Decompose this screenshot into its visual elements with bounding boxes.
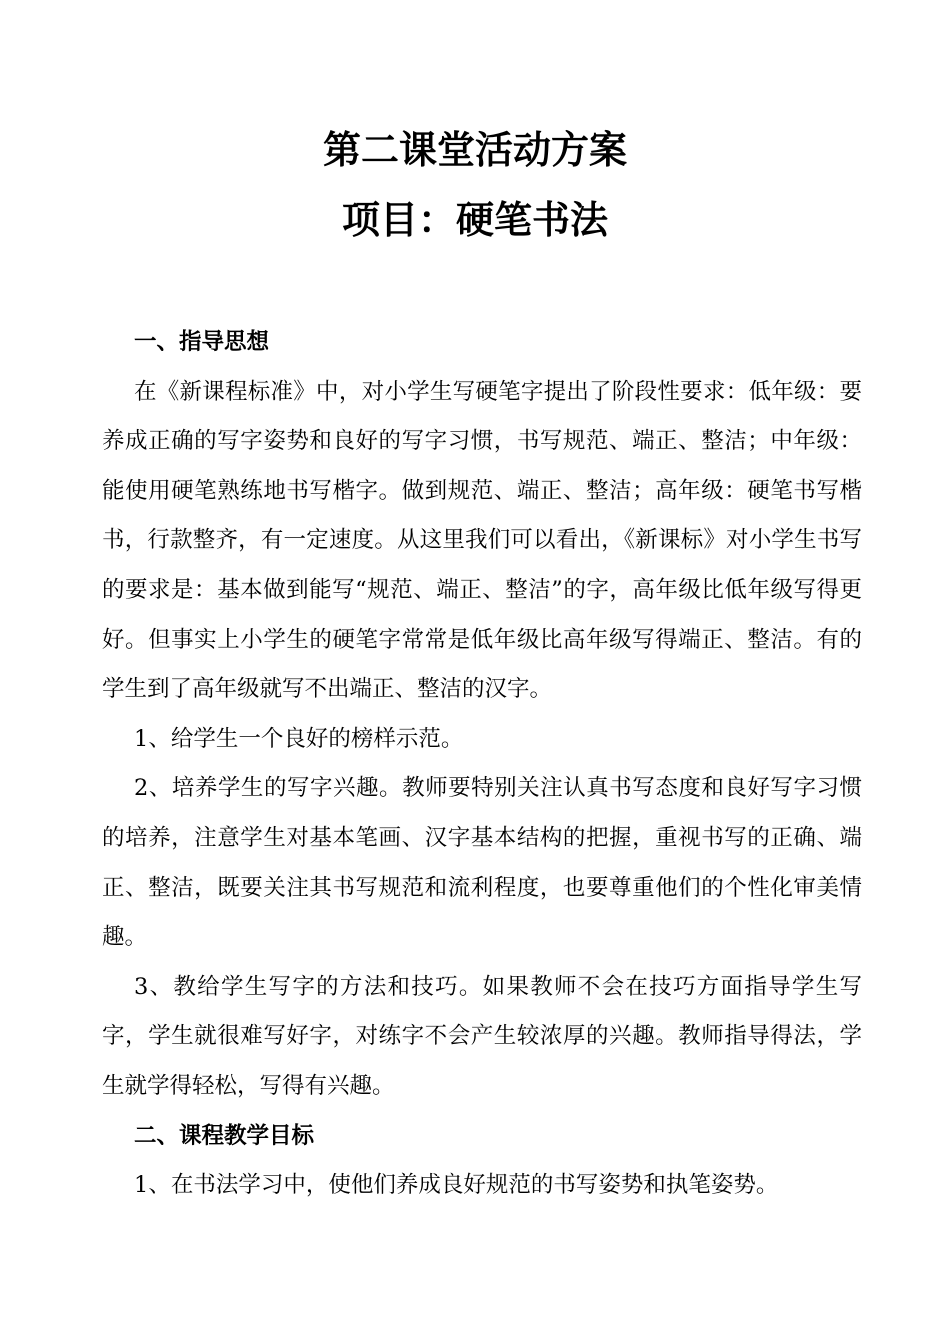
paragraph: 1、给学生一个良好的榜样示范。 — [134, 725, 464, 752]
document-subtitle: 项目：硬笔书法 — [341, 197, 608, 242]
section-guiding-ideology — [102, 318, 862, 1112]
section-teaching-goals — [102, 1112, 862, 1211]
paragraph: 2、培养学生的写字兴趣。教师要特别关注认真书写态度和良好写字习惯的培养，注意学生对基本笔画、汉字基本结构的把握，重视书写的正确、端正、整洁，既要关注其书写规范和流利程度，也要尊重他们的个性化审美情趣。 — [102, 775, 862, 951]
paragraph: 1、在书法学习中，使他们养成良好规范的书写姿势和执笔姿势。 — [134, 1172, 779, 1199]
paragraph: 3、教给学生写字的方法和技巧。如果教师不会在技巧方面指导学生写字，学生就很难写好字，对练字不会产生较浓厚的兴趣。教师指导得法，学生就学得轻松，写得有兴趣。 — [102, 973, 862, 1099]
paragraph: 在《新课程标准》中，对小学生写硬笔字提出了阶段性要求：低年级：要养成正确的写字姿势和良好的写字习惯，书写规范、端正、整洁；中年级：能使用硬笔熟练地书写楷字。做到规范、端正、整洁；高年级：硬笔书写楷书，行款整齐，有一定速度。从这里我们可以看出，《新课标》对小学生书写的要求是：基本做到能写“规范、端正、整洁”的字，高年级比低年级写得更好。但事实上小学生的硬笔字常常是低年级比高年级写得端正、整洁。有的学生到了高年级就写不出端正、整洁的汉字。 — [102, 378, 862, 703]
document-body — [102, 318, 862, 1211]
section-heading: 一、指导思想 — [134, 329, 270, 355]
section-heading: 二、课程教学目标 — [134, 1122, 315, 1149]
document-title: 第二课堂活动方案 — [322, 127, 627, 172]
